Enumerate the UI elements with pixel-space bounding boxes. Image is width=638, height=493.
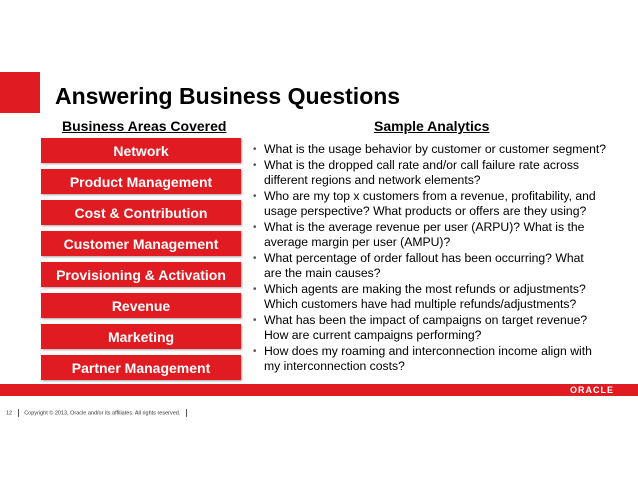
slide [0, 72, 638, 431]
accent-square [0, 72, 40, 113]
footer-divider [186, 409, 187, 417]
business-area-item: Customer Management [41, 231, 241, 256]
slide-footer [6, 409, 191, 417]
analytics-question [252, 344, 637, 375]
page-number: 12 [6, 410, 13, 417]
footer-divider [18, 409, 19, 417]
analytics-question [252, 313, 637, 344]
analytics-question-line: How are current campaigns performing? [264, 328, 482, 342]
sample-analytics-list [252, 142, 637, 375]
analytics-question-line: are the main causes? [264, 266, 381, 280]
analytics-question-line: • What is the usage behavior by customer or customer segment? [264, 142, 607, 156]
analytics-question-line: Which customers have had multiple refunds/adjustments? [264, 297, 577, 311]
analytics-question [252, 251, 637, 282]
analytics-question [252, 142, 637, 158]
business-area-item: Cost & Contribution [41, 200, 241, 225]
analytics-question [252, 220, 637, 251]
analytics-question-line: • Which agents are making the most refunds or adjustments? [264, 281, 586, 296]
analytics-question-line: • What is the average revenue per user (ARPU)? What is the [264, 219, 585, 234]
analytics-question-line: • What percentage of order fallout has been occurring? What [264, 250, 584, 265]
analytics-question [252, 158, 637, 189]
analytics-question-line: • What has been the impact of campaigns on target revenue? [264, 312, 588, 327]
analytics-question-line: different regions and network elements? [264, 173, 481, 187]
copyright-text: Copyright © 2013, Oracle and/or its affiliates. All rights reserved. [24, 410, 181, 417]
oracle-logo: ORACLE [570, 385, 614, 395]
analytics-question-line: • Who are my top x customers from a revenue, profitability, and [264, 188, 596, 203]
business-area-item: Network [41, 138, 241, 163]
analytics-question-line: my interconnection costs? [264, 359, 405, 373]
sample-analytics-header: Sample Analytics [374, 118, 490, 134]
business-area-item: Provisioning & Activation [41, 262, 241, 287]
slide-title: Answering Business Questions [55, 83, 401, 109]
business-area-item: Product Management [41, 169, 241, 194]
analytics-question [252, 282, 637, 313]
analytics-question-line: usage perspective? What products or offers are they using? [264, 204, 587, 218]
business-area-item: Marketing [41, 324, 241, 349]
business-area-item: Revenue [41, 293, 241, 318]
analytics-question-line: average margin per user (AMPU)? [264, 235, 451, 249]
analytics-question-line: • How does my roaming and interconnection income align with [264, 343, 592, 358]
analytics-question-line: • What is the dropped call rate and/or call failure rate across [264, 157, 580, 172]
footer-bar [0, 384, 638, 396]
business-area-item: Partner Management [41, 355, 241, 380]
business-areas-list [41, 138, 241, 386]
analytics-question [252, 189, 637, 220]
business-areas-header: Business Areas Covered [62, 118, 227, 134]
